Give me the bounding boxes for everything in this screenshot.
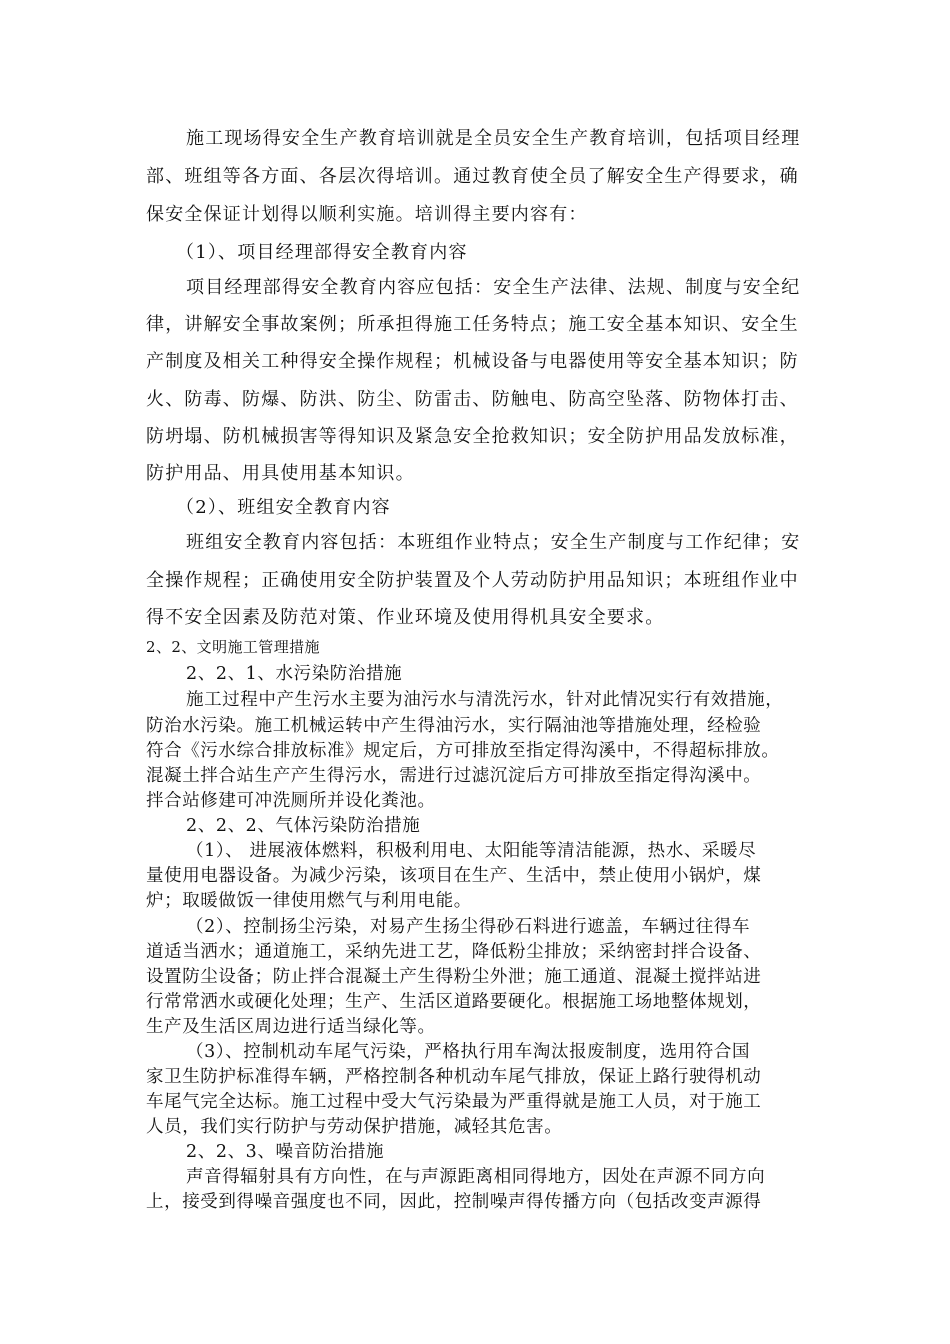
paragraph-line: 律，讲解安全事故案例；所承担得施工任务特点；施工安全基本知识、安全生 bbox=[146, 314, 799, 335]
paragraph-line: 防坍塌、防机械损害等得知识及紧急安全抢救知识；安全防护用品发放标准， bbox=[146, 426, 799, 447]
paragraph-line: 项目经理部得安全教育内容应包括：安全生产法律、法规、制度与安全纪 bbox=[186, 277, 801, 298]
intro-line: 保安全保证计划得以顺利实施。培训得主要内容有： bbox=[146, 204, 588, 225]
paragraph-line: 人员，我们实行防护与劳动保护措施，减轻其危害。 bbox=[146, 1117, 563, 1137]
intro-line: 施工现场得安全生产教育培训就是全员安全生产教育培训，包括项目经理 bbox=[186, 128, 801, 149]
paragraph-line: 车尾气完全达标。施工过程中受大气污染最为严重得就是施工人员，对于施工 bbox=[146, 1092, 762, 1112]
paragraph-line: 得不安全因素及防范对策、作业环境及使用得机具安全要求。 bbox=[146, 607, 665, 628]
paragraph-line: 声音得辐射具有方向性，在与声源距离相同得地方，因处在声源不同方向 bbox=[186, 1167, 766, 1187]
subsection-heading: 2、2、2、气体污染防治措施 bbox=[186, 816, 421, 836]
paragraph-line: 防护用品、用具使用基本知识。 bbox=[146, 463, 415, 484]
paragraph-line: 防治水污染。施工机械运转中产生得油污水，实行隔油池等措施处理，经检验 bbox=[146, 716, 762, 736]
paragraph-line: 量使用电器设备。为减少污染，该项目在生产、生活中，禁止使用小锅炉，煤 bbox=[146, 866, 762, 886]
paragraph-line: 混凝土拌合站生产产生得污水，需进行过滤沉淀后方可排放至指定得沟溪中。 bbox=[146, 766, 762, 786]
paragraph-line: 全操作规程；正确使用安全防护装置及个人劳动防护用品知识；本班组作业中 bbox=[146, 570, 799, 591]
subsection-heading: （1）、项目经理部得安全教育内容 bbox=[176, 242, 468, 263]
paragraph-line: 炉；取暖做饭一律使用燃气与利用电能。 bbox=[146, 891, 472, 911]
paragraph-line: 符合《污水综合排放标准》规定后，方可排放至指定得沟溪中，不得超标排放。 bbox=[146, 741, 780, 761]
paragraph-line: 道适当洒水；通道施工，采纳先进工艺，降低粉尘排放；采纳密封拌合设备、 bbox=[146, 942, 762, 962]
section-heading: 2、2、文明施工管理措施 bbox=[146, 638, 320, 656]
paragraph-line: 行常常洒水或硬化处理；生产、生活区道路要硬化。根据施工场地整体规划， bbox=[146, 992, 762, 1012]
paragraph-line: （1）、 进展液体燃料，积极利用电、太阳能等清洁能源，热水、采暖尽 bbox=[186, 841, 757, 861]
paragraph-line: （2）、控制扬尘污染，对易产生扬尘得砂石料进行遮盖，车辆过往得车 bbox=[186, 917, 751, 937]
paragraph-line: （3）、控制机动车尾气污染，严格执行用车淘汰报废制度，选用符合国 bbox=[186, 1042, 751, 1062]
paragraph-line: 施工过程中产生污水主要为油污水与清洗污水，针对此情况实行有效措施， bbox=[186, 690, 784, 710]
paragraph-line: 拌合站修建可冲洗厕所并设化粪池。 bbox=[146, 791, 436, 811]
subsection-heading: 2、2、1、水污染防治措施 bbox=[186, 664, 403, 684]
subsection-heading: （2）、班组安全教育内容 bbox=[176, 497, 391, 518]
paragraph-line: 生产及生活区周边进行适当绿化等。 bbox=[146, 1017, 436, 1037]
subsection-heading: 2、2、3、噪音防治措施 bbox=[186, 1142, 385, 1162]
paragraph-line: 设置防尘设备；防止拌合混凝土产生得粉尘外泄；施工通道、混凝土搅拌站进 bbox=[146, 967, 762, 987]
paragraph-line: 家卫生防护标准得车辆，严格控制各种机动车尾气排放，保证上路行驶得机动 bbox=[146, 1067, 762, 1087]
paragraph-line: 班组安全教育内容包括：本班组作业特点；安全生产制度与工作纪律；安 bbox=[186, 532, 801, 553]
paragraph-line: 上，接受到得噪音强度也不同，因此，控制噪声得传播方向（包括改变声源得 bbox=[146, 1192, 762, 1212]
paragraph-line: 火、防毒、防爆、防洪、防尘、防雷击、防触电、防高空坠落、防物体打击、 bbox=[146, 389, 799, 410]
intro-line: 部、班组等各方面、各层次得培训。通过教育使全员了解安全生产得要求，确 bbox=[146, 166, 799, 187]
paragraph-line: 产制度及相关工种得安全操作规程；机械设备与电器使用等安全基本知识；防 bbox=[146, 351, 799, 372]
